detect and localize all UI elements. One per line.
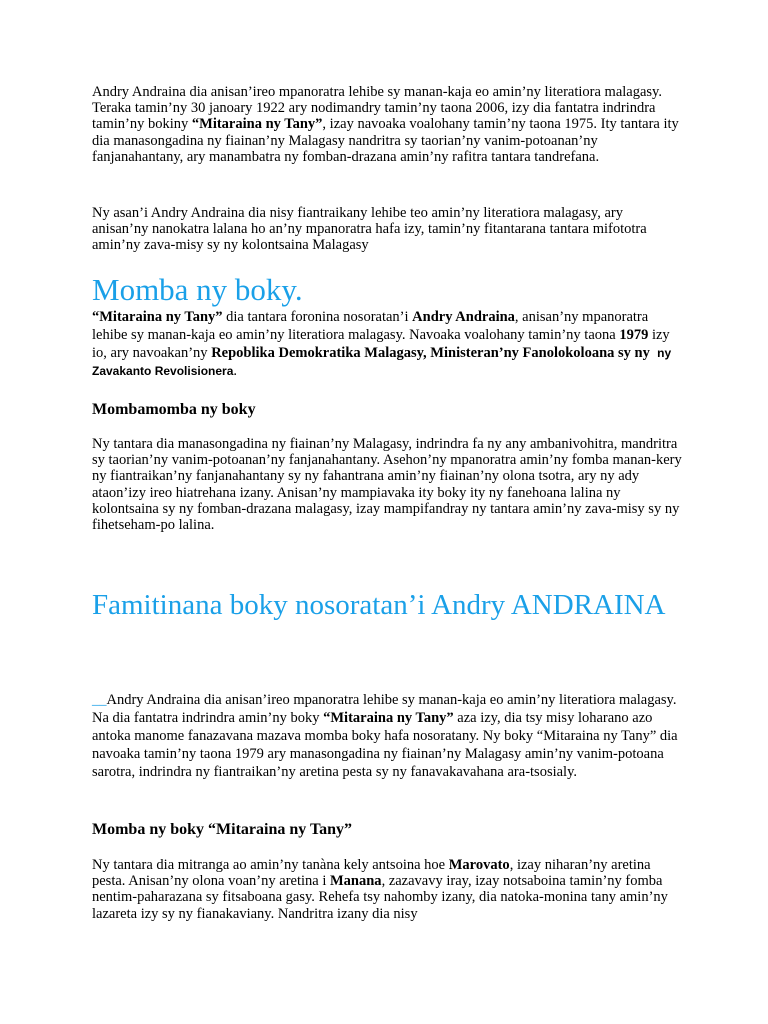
book-info-paragraph <box>92 308 682 380</box>
publisher-bold: Repoblika Demokratika Malagasy, Ministeran’ny Fanolokoloana sy ny <box>211 345 650 361</box>
book-title-bold: “Mitaraina ny Tany” <box>92 309 223 325</box>
book-title-bold: “Mitaraina ny Tany” <box>191 116 323 133</box>
section-heading-2: Famitinana boky nosoratan’i Andry ANDRAINA <box>92 589 666 621</box>
works-paragraph <box>92 691 682 781</box>
summary-text: Ny tantara dia manasongadina ny fiainan’ny Malagasy, indrindra fa ny any ambanivohitra, mandritra sy taorian’ny vanim-potoanan’ny fanjanahantany. Asehon’ny mpanoratra amin’ny fomba manan-kery ny fiantraikan’ny fanjanahantany sy ny fahantrana amin’ny fiainan’ny olona tsotra, ary ny ady ataon’izy ireo hiatrehana izany. Anisan’ny mampiavaka ity boky ity ny fanehoana lalina ny kolontsaina sy ny fomban-drazana malagasy, izay mampifandray ny tantara amin’ny zava-misy sy ny fihetseham-po lalina. <box>92 436 682 534</box>
author-name-bold: Andry Andraina <box>412 309 515 325</box>
year-bold: 1979 <box>619 327 649 343</box>
period-text: . <box>233 363 238 379</box>
summary-paragraph <box>92 436 682 533</box>
subsection-heading-2: Momba ny boky “Mitaraina ny Tany” <box>92 821 353 838</box>
book-title-bold: “Mitaraina ny Tany” <box>323 710 454 726</box>
heading-mombamomba <box>92 400 682 419</box>
works-text: Andry Andraina dia anisan’ireo mpanoratra lehibe sy manan-kaja eo amin’ny literatiora malagasy. Na dia fantatra indrindra amin’ny boky <box>92 692 677 726</box>
book-info-text: dia tantara foronina nosoratan’i <box>222 309 413 325</box>
character-name-bold: Manana <box>329 873 382 890</box>
publisher-suffix: ny Zavakanto Revolisionera <box>92 346 672 378</box>
book-info-text-3: izy io, ary navoakan’ny <box>92 327 670 361</box>
story-paragraph <box>92 857 682 922</box>
section-heading: Momba ny boky. <box>92 272 303 307</box>
place-name-bold: Marovato <box>448 857 510 873</box>
story-text: Ny tantara dia mitranga ao amin’ny tanàna kely antsoina hoe <box>92 857 449 873</box>
intro-text-tail: , izay navoaka voalohany tamin’ny taona 1975. Ity tantara ity dia manasongadina ny fiainan’ny Malagasy nandritra sy taorian’ny vanim-potoanan’ny fanjanahantany, ary manambatra ny fomban-drazana amin’ny rafitra tantara tandrefana. <box>92 116 679 165</box>
underline-mark: __ <box>92 692 107 708</box>
story-text-3: , zazavavy iray, izay notsaboina tamin’ny fomba nentim-paharazana sy fitsaboana gasy. Rehefa tsy nahomby izany, dia natoka-monina tany amin’ny lazareta izy sy ny fianakaviany. Nandritra izany dia nisy <box>92 873 668 922</box>
works-text-2: aza izy, dia tsy misy loharano azo antoka manome fanazavana mazava momba boky hafa nosoratany. Ny boky “Mitaraina ny Tany” dia navoaka tamin’ny taona 1979 ary manasongadina ny fiainan’ny Malagasy amin’ny vanim-potoana sarotra, indrindra ny fiantraikan’ny aretina pesta sy ny fanavakavahana ara-tsosialy. <box>92 710 678 780</box>
book-info-text-2: , anisan’ny mpanoratra lehibe sy manan-kaja eo amin’ny literatiora malagasy. Navoaka voalohany tamin’ny taona <box>92 309 649 343</box>
heading-momba-ny-boky <box>92 272 682 308</box>
heading-momba-mitaraina <box>92 820 682 839</box>
influence-paragraph <box>92 205 682 254</box>
story-text-2: , izay niharan’ny aretina pesta. Anisan’ny olona voan’ny aretina i <box>92 857 651 890</box>
intro-paragraph <box>92 84 682 165</box>
heading-famitinana <box>92 587 682 623</box>
subsection-heading: Mombamomba ny boky <box>92 401 256 418</box>
intro-text: Andry Andraina dia anisan’ireo mpanoratra lehibe sy manan-kaja eo amin’ny literatiora malagasy. Teraka tamin’ny 30 janoary 1922 ary nodimandry tamin’ny taona 2006, izy dia fantatra indrindra tamin’ny bokiny <box>92 84 662 133</box>
influence-text: Ny asan’i Andry Andraina dia nisy fiantraikany lehibe teo amin’ny literatiora malagasy, ary anisan’ny nanokatra lalana ho an’ny mpanoratra hafa izy, tamin’ny fitantarana tantara mifototra amin’ny zava-misy sy ny kolontsaina Malagasy <box>92 205 647 254</box>
